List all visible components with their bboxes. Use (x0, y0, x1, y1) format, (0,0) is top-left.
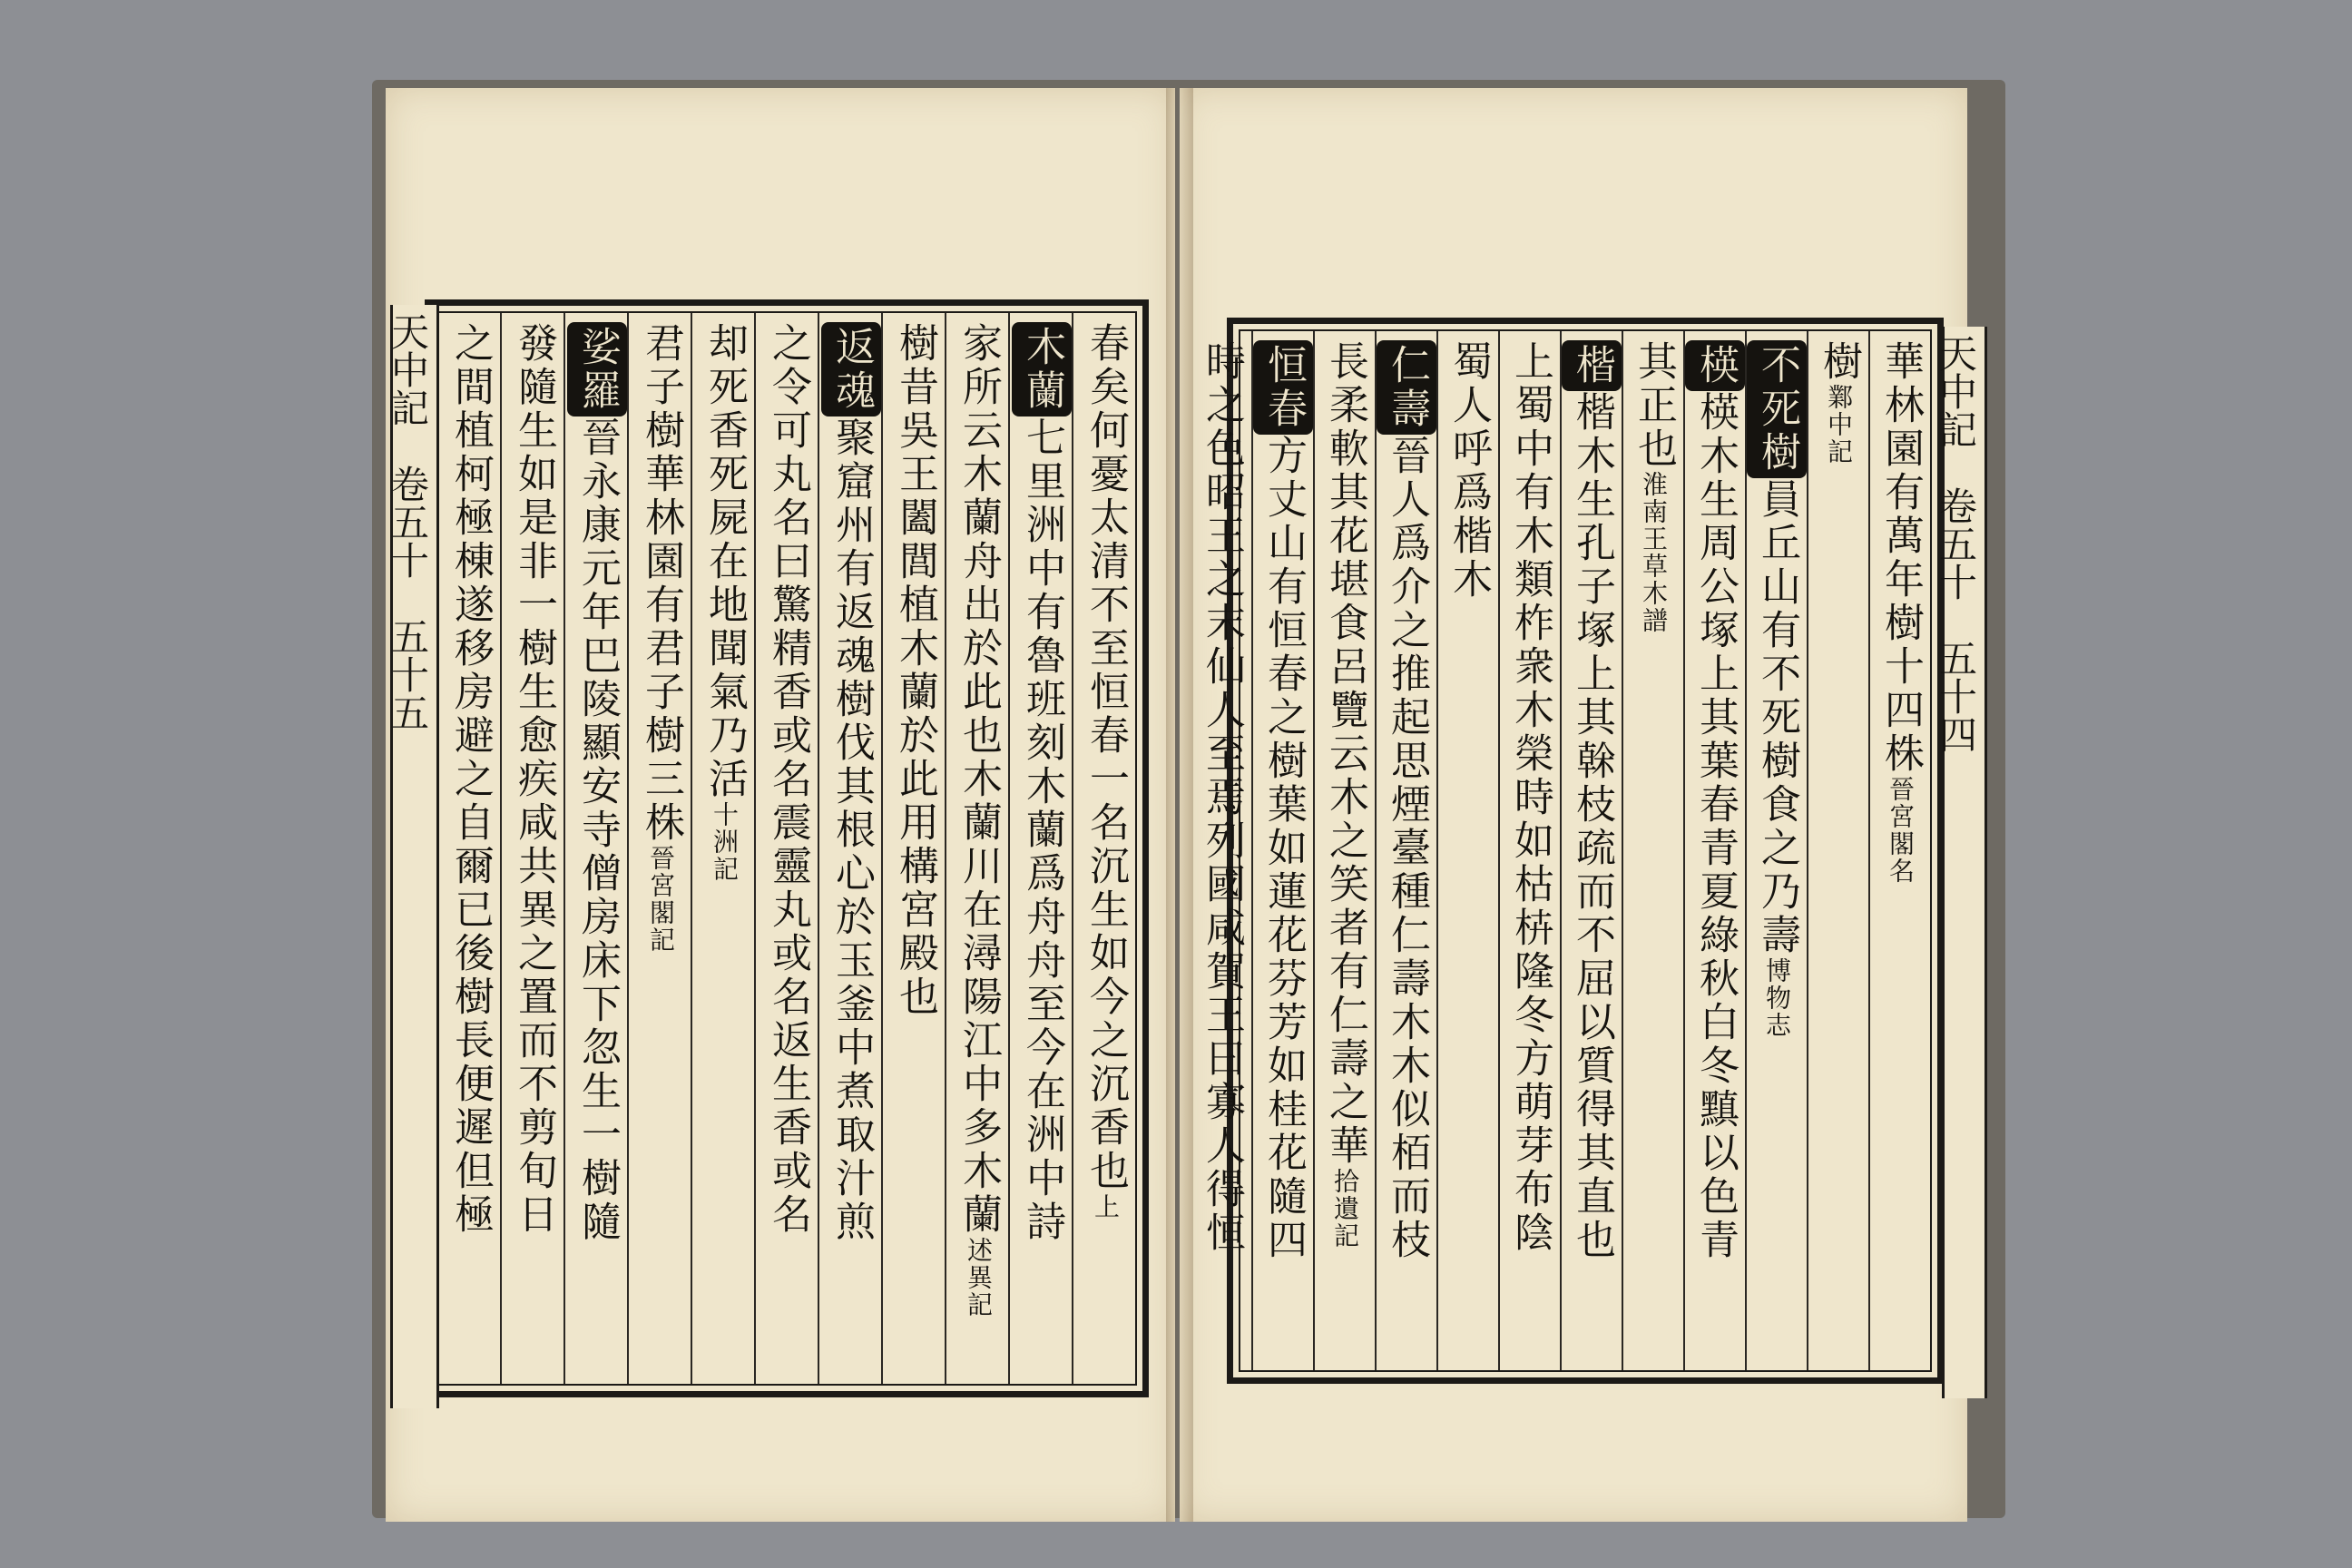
right-text-frame (1199, 318, 1944, 1384)
left-col-5: 返魂聚窟州有返魂樹伐其根心於玉釜中煮取汁煎 (818, 313, 881, 1384)
right-col-4: 楧楧木生周公塚上其葉春青夏綠秋白冬黰以色青 (1683, 331, 1745, 1370)
right-margin-spine: 天中記 卷五十 五十四 (1942, 327, 1987, 1398)
right-col-5: 其正也淮南王草木譜 (1622, 331, 1683, 1370)
entry-label: 恒春 (1253, 340, 1313, 435)
right-col-10: 長柔軟其花堪食呂覽云木之笑者有仁壽之華拾遺記 (1313, 331, 1375, 1370)
entry-label: 不死樹 (1747, 340, 1807, 478)
left-margin-spine: 天中記 卷五十 五十五 (390, 305, 439, 1408)
entry-label: 楷 (1562, 340, 1622, 391)
right-col-9: 仁壽晉人爲介之推起思煙臺種仁壽木木似栢而枝 (1375, 331, 1436, 1370)
left-col-2: 木蘭七里洲中有魯班刻木蘭爲舟舟至今在洲中詩 (1008, 313, 1072, 1384)
left-col-6: 之令可丸名曰驚精香或名震靈丸或名返生香或名 (754, 313, 818, 1384)
right-col-11: 恒春方丈山有恒春之樹葉如蓮花芬芳如桂花隨四 (1251, 331, 1313, 1370)
right-col-2: 樹鄴中記 (1807, 331, 1868, 1370)
entry-label: 楧 (1685, 340, 1745, 391)
left-columns (436, 311, 1137, 1386)
left-col-1: 春矣何憂太清不至恒春一名沉生如今之沉香也上 (1072, 313, 1135, 1384)
right-col-1: 華林園有萬年樹十四株晉宮閣名 (1868, 331, 1930, 1370)
left-text-frame (425, 299, 1149, 1397)
entry-label: 仁壽 (1377, 340, 1436, 435)
entry-label: 娑羅 (567, 322, 627, 416)
left-col-11: 之間植柯極棟遂移房避之自爾已後樹長便遲但極 (447, 322, 494, 1237)
right-col-8: 蜀人呼爲楷木 (1436, 331, 1498, 1370)
right-col-7: 上蜀中有木類柞衆木榮時如枯枿隆冬方萌芽布陰 (1498, 331, 1560, 1370)
entry-label: 返魂 (821, 322, 881, 416)
right-col-12: 時之色昭王之末仙人至焉列國咸賀王曰寡人得恒 (1199, 340, 1245, 1255)
entry-label: 木蘭 (1012, 322, 1072, 416)
left-col-7: 却死香死屍在地聞氣乃活十洲記 (691, 313, 754, 1384)
book-gutter (1166, 88, 1193, 1522)
right-col-3: 不死樹員丘山有不死樹食之乃壽博物志 (1745, 331, 1807, 1370)
left-col-8: 君子樹華林園有君子樹三株晉宮閣記 (627, 313, 691, 1384)
left-col-3: 家所云木蘭舟出於此也木蘭川在潯陽江中多木蘭述異記 (945, 313, 1008, 1384)
left-col-9: 娑羅晉永康元年巴陵顯安寺僧房床下忽生一樹隨 (564, 313, 627, 1384)
right-columns (1199, 329, 1932, 1372)
left-col-4: 樹昔吳王闔閭植木蘭於此用構宮殿也 (881, 313, 945, 1384)
right-col-6: 楷楷木生孔子塚上其榦枝疏而不屈以質得其直也 (1560, 331, 1622, 1370)
left-col-10: 發隨生如是非一樹生愈疾咸共異之置而不剪旬日 (500, 313, 564, 1384)
